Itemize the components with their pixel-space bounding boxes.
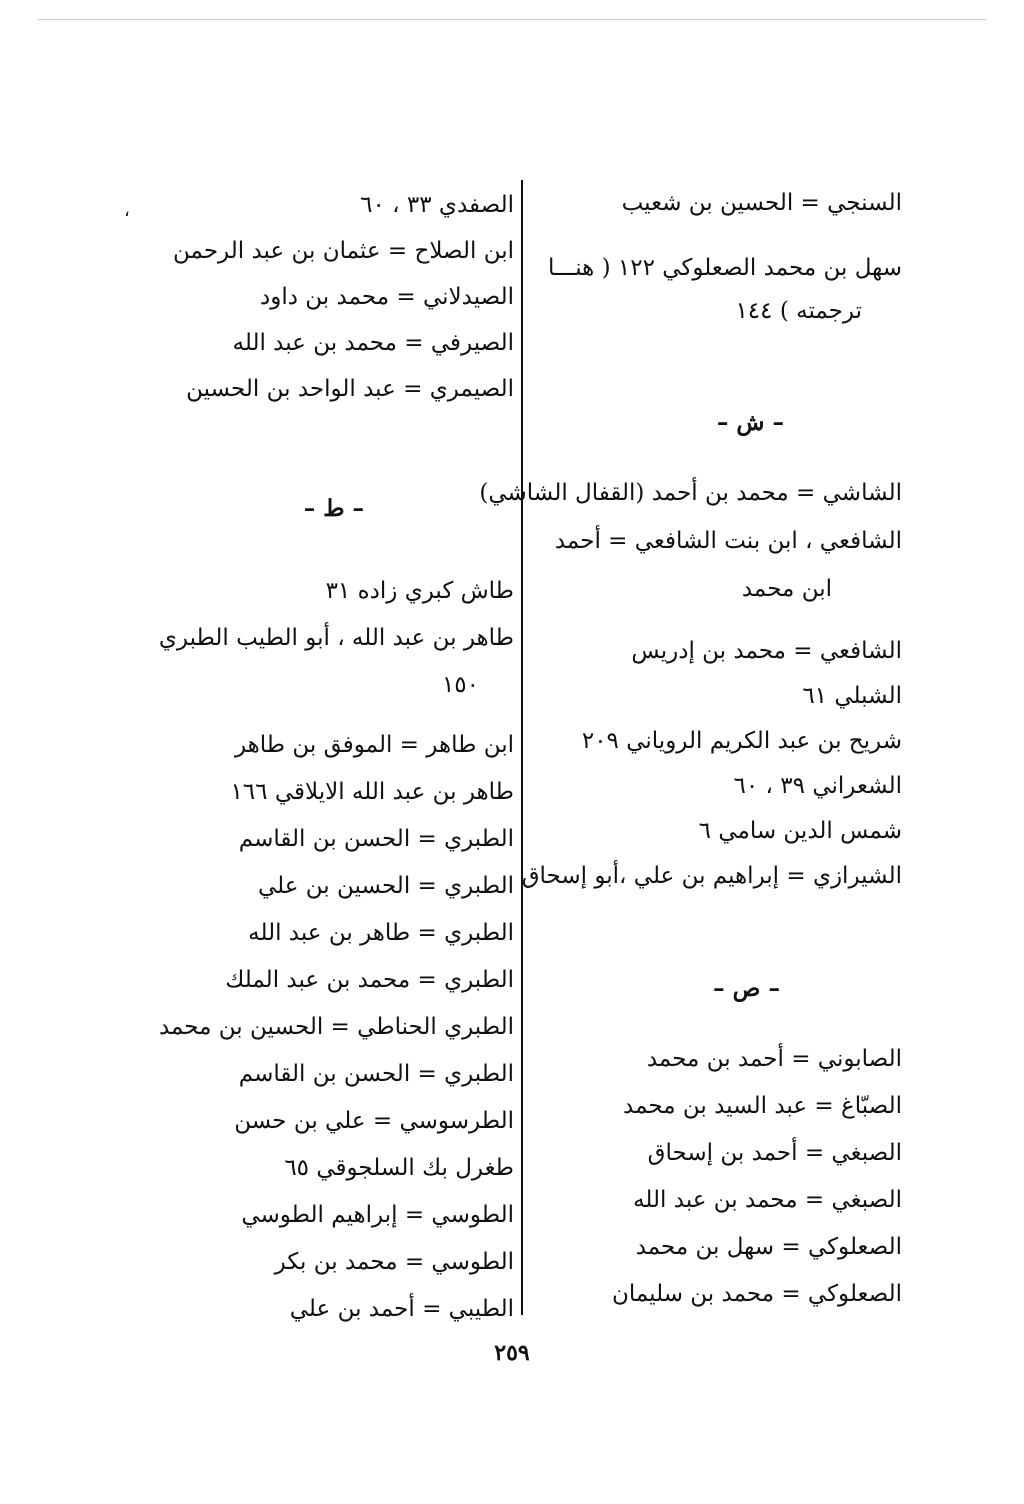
index-entry-continuation: ترجمته ) ١٤٤ [735,298,862,324]
index-entry: الشعراني ٣٩ ، ٦٠ [733,773,902,799]
index-entry: الشافعي = محمد بن إدريس [631,638,902,664]
index-entry: الشافعي ، ابن بنت الشافعي = أحمد [554,528,902,554]
index-entry: شريح بن عبد الكريم الروياني ٢٠٩ [581,728,902,754]
index-entry: الصيدلاني = محمد بن داود [260,284,514,310]
index-entry: ابن الصلاح = عثمان بن عبد الرحمن [173,238,514,264]
index-entry: الشيرازي = إبراهيم بن علي ،أبو إسحاق [521,863,902,889]
index-entry: طاهر بن عبد الله ، أبو الطيب الطبري [158,625,514,651]
index-entry: الصعلوكي = سهل بن محمد [635,1234,902,1260]
index-entry: شمس الدين سامي ٦ [698,818,902,844]
index-entry: الطبري = الحسين بن علي [257,873,514,899]
index-entry: الصيمري = عبد الواحد بن الحسين [186,376,514,402]
index-entry: الصبغي = محمد بن عبد الله [633,1187,902,1213]
column-divider [521,180,523,1315]
index-entry: الطبري = طاهر بن عبد الله [248,920,514,946]
index-entry: الشبلي ٦١ [802,683,902,709]
index-entry: الطوسي = إبراهيم الطوسي [241,1202,514,1228]
index-entry: الصابوني = أحمد بن محمد [646,1046,902,1072]
index-entry: الطبري = الحسن بن القاسم [238,826,514,852]
index-entry: الطبري = محمد بن عبد الملك [225,967,514,993]
margin-mark: ، [124,200,130,221]
section-heading-shin: – ش – [716,409,784,436]
index-entry: طاهر بن عبد الله الايلاقي ١٦٦ [230,779,514,805]
index-entry: سهل بن محمد الصعلوكي ١٢٢ ( هنـــا [548,255,902,281]
top-rule [38,19,986,20]
index-entry: الصعلوكي = محمد بن سليمان [611,1281,902,1307]
index-entry: ابن طاهر = الموفق بن طاهر [234,732,514,758]
index-entry-continuation: ابن محمد [741,576,832,602]
page-number: ٢٥٩ [494,1340,530,1366]
index-entry: الطرسوسي = علي بن حسن [234,1108,514,1134]
index-entry: طغرل بك السلجوقي ٦٥ [284,1155,514,1181]
section-heading-ta: – ط – [303,495,364,522]
index-entry: الصبّاغ = عبد السيد بن محمد [623,1093,902,1119]
index-entry: الشاشي = محمد بن أحمد (القفال الشاشي) [479,480,902,506]
section-heading-sad: – ص – [713,975,780,1002]
index-entry: الصيرفي = محمد بن عبد الله [232,330,514,356]
index-entry-continuation: ١٥٠ [441,672,479,698]
index-entry: الطوسي = محمد بن بكر [274,1249,514,1275]
index-entry: السنجي = الحسين بن شعيب [621,190,902,216]
index-entry: طاش كبري زاده ٣١ [325,578,514,604]
index-entry: الطبري الحناطي = الحسين بن محمد [158,1014,514,1040]
index-entry: الطيبي = أحمد بن علي [289,1296,514,1322]
index-entry: الصفدي ٣٣ ، ٦٠ [360,192,514,218]
index-entry: الطبري = الحسن بن القاسم [238,1061,514,1087]
index-entry: الصبغي = أحمد بن إسحاق [647,1140,902,1166]
